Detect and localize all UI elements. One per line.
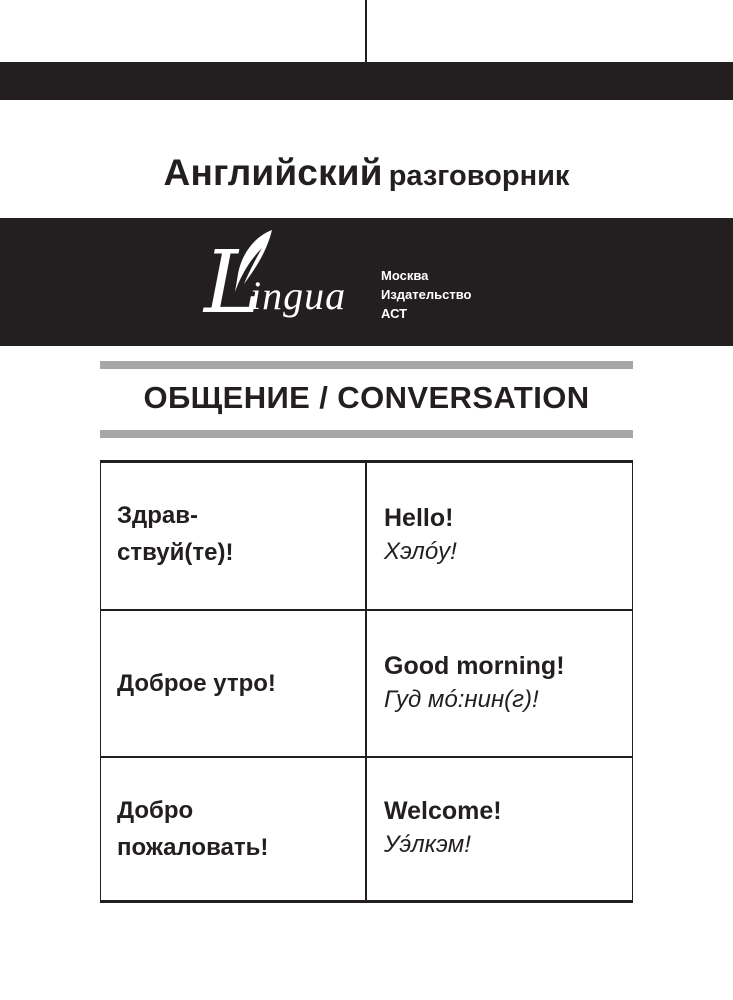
logo-band (0, 218, 733, 346)
transliteration: Гуд мó:нин(г)! (384, 686, 539, 713)
section-rule-bottom (100, 430, 633, 438)
top-center-rule (365, 0, 367, 62)
russian-phrase (117, 665, 357, 702)
russian-phrase-line: Добро (117, 797, 194, 824)
table-row (100, 609, 633, 757)
english-phrase (384, 794, 629, 862)
lingua-logo (190, 218, 370, 346)
table-row (100, 756, 633, 902)
publisher-house: Издательство (381, 287, 472, 302)
logo-initial: L (204, 233, 262, 333)
book-title (0, 152, 733, 194)
russian-phrase-line: пожаловать! (117, 834, 269, 861)
russian-phrase-line: Здрав- (117, 502, 199, 529)
section-heading: ОБЩЕНИЕ / CONVERSATION (143, 380, 590, 415)
table-row (100, 463, 633, 609)
english-phrase (384, 501, 629, 569)
english-text: Good morning! (384, 652, 565, 680)
transliteration: Уэ́лкэм! (384, 831, 471, 858)
top-black-band (0, 62, 733, 100)
russian-phrase-line: Доброе утро! (117, 670, 276, 697)
publisher-city: Москва (381, 268, 429, 283)
section-rule-top (100, 361, 633, 369)
transliteration: Хэлóу! (384, 538, 457, 565)
publisher-info (381, 266, 472, 323)
title-main: Английский (163, 152, 383, 193)
russian-phrase (117, 497, 357, 571)
logo-word: ingua (250, 273, 347, 318)
phrase-table (100, 460, 633, 903)
english-phrase (384, 649, 629, 717)
english-text: Welcome! (384, 797, 502, 825)
publisher-name: АСТ (381, 306, 408, 321)
english-text: Hello! (384, 504, 454, 532)
russian-phrase-line: ствуй(те)! (117, 539, 234, 566)
russian-phrase (117, 792, 357, 866)
title-subtitle: разговорник (388, 160, 570, 192)
